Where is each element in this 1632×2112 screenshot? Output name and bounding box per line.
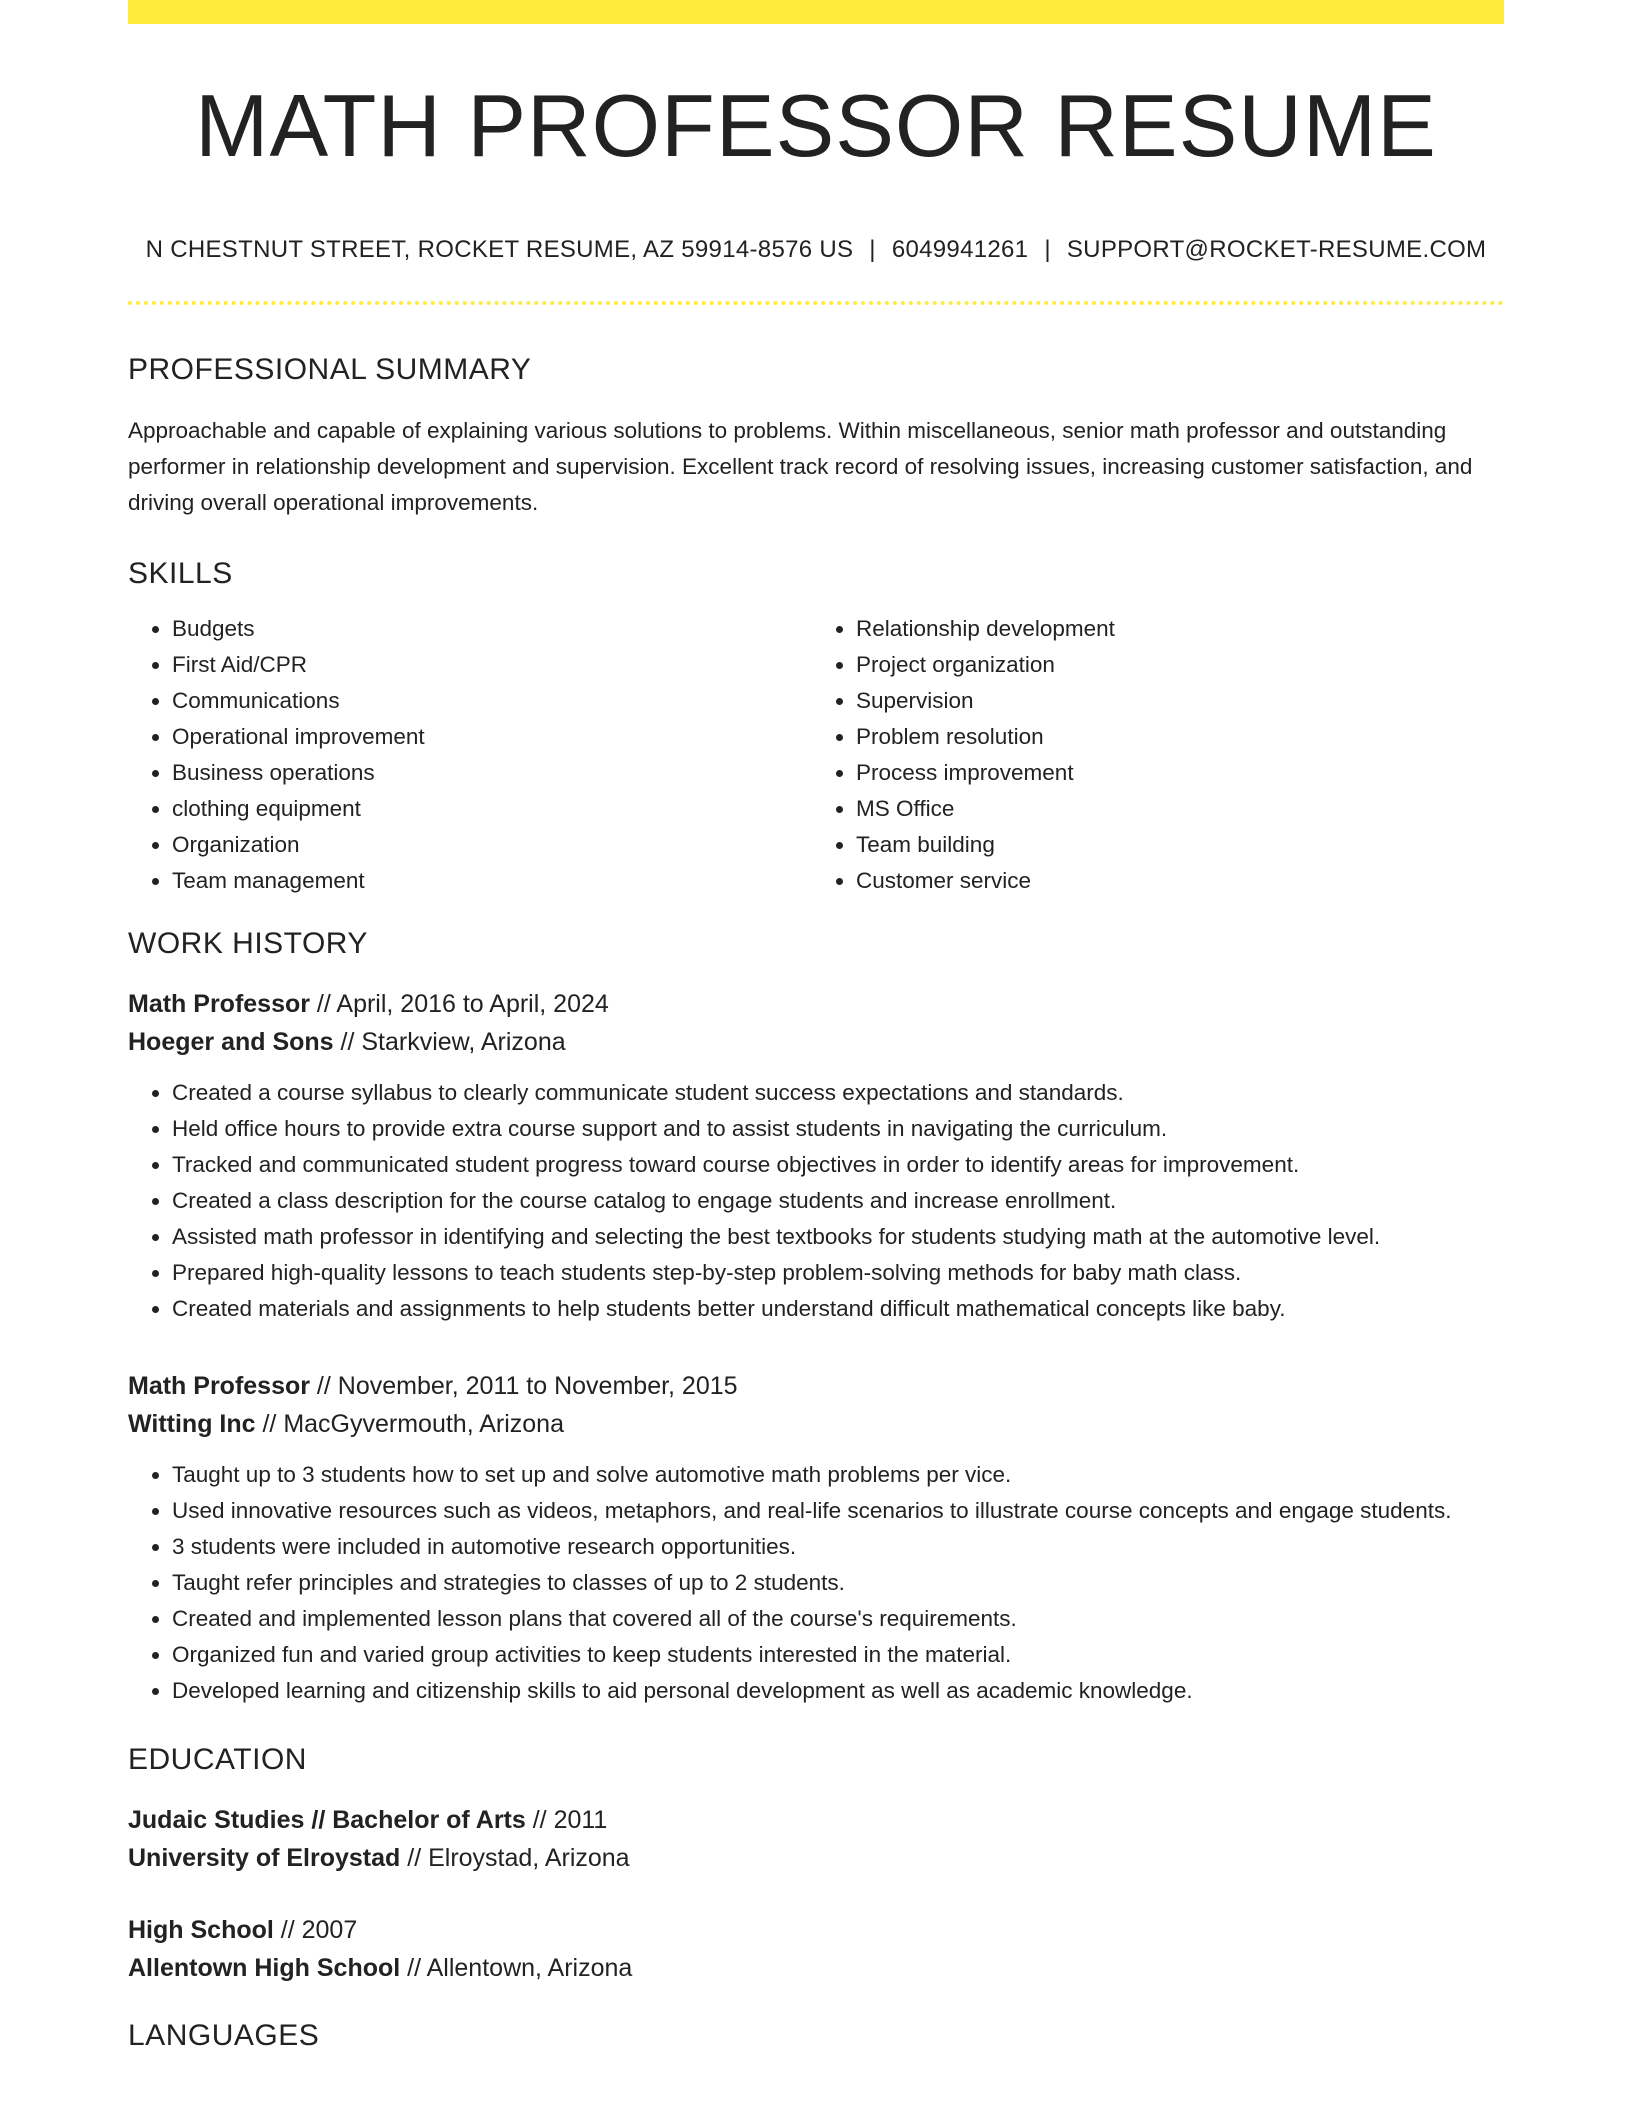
education-entry — [128, 1911, 1504, 1987]
job-entry — [128, 985, 1504, 1327]
job-bullet: • Used innovative resources such as videos, metaphors, and real-life scenarios to illustrate course concepts and engage students. — [172, 1493, 1504, 1529]
contact-separator: | — [1044, 236, 1051, 263]
contact-email: SUPPORT@ROCKET-RESUME.COM — [1066, 236, 1487, 263]
skill-item: • Communications — [172, 683, 806, 719]
job-bullet: • Taught refer principles and strategies to classes of up to 2 students. — [172, 1565, 1504, 1601]
skill-item: • Process improvement — [856, 755, 1490, 791]
job-company-line — [128, 1405, 1504, 1443]
dotted-divider — [128, 301, 1504, 305]
job-bullets — [128, 1457, 1504, 1709]
skill-item: • Business operations — [172, 755, 806, 791]
job-bullet: • Created a course syllabus to clearly communicate student success expectations and standards. — [172, 1075, 1504, 1111]
education-school-line — [128, 1839, 1504, 1877]
job-bullet: • 3 students were included in automotive research opportunities. — [172, 1529, 1504, 1565]
education-location: // Allentown, Arizona — [400, 1954, 633, 1982]
summary-heading: PROFESSIONAL SUMMARY — [128, 353, 532, 386]
job-title-line — [128, 985, 1504, 1023]
education-year: // 2011 — [525, 1806, 608, 1834]
skill-item: • Project organization — [856, 647, 1490, 683]
job-bullet: • Held office hours to provide extra course support and to assist students in navigating the curriculum. — [172, 1111, 1504, 1147]
skill-item: • Team management — [172, 863, 806, 899]
education-school: Allentown High School — [128, 1954, 401, 1982]
contact-separator: | — [869, 236, 876, 263]
job-bullet: • Assisted math professor in identifying and selecting the best textbooks for students studying math at the automotive level. — [172, 1219, 1504, 1255]
education-year: // 2007 — [273, 1916, 358, 1944]
skill-item: • First Aid/CPR — [172, 647, 806, 683]
work-history-heading: WORK HISTORY — [128, 927, 368, 960]
job-location: // MacGyvermouth, Arizona — [255, 1410, 564, 1438]
resume-page — [128, 0, 1504, 2051]
job-company: Hoeger and Sons — [128, 1028, 334, 1056]
job-dates: // April, 2016 to April, 2024 — [309, 990, 609, 1018]
job-bullet: • Prepared high-quality lessons to teach students step-by-step problem-solving methods for baby math class. — [172, 1255, 1504, 1291]
job-company: Witting Inc — [128, 1410, 256, 1438]
skill-item: • Team building — [856, 827, 1490, 863]
skill-item: • Supervision — [856, 683, 1490, 719]
education-heading: EDUCATION — [128, 1743, 307, 1776]
education-degree: High School — [128, 1916, 274, 1944]
education-location: // Elroystad, Arizona — [400, 1844, 630, 1872]
education-entry — [128, 1801, 1504, 1877]
skill-item: • clothing equipment — [172, 791, 806, 827]
skills-column-left — [128, 611, 806, 899]
contact-phone: 6049941261 — [891, 236, 1029, 263]
contact-line — [128, 238, 1504, 262]
summary-text: Approachable and capable of explaining various solutions to problems. Within miscellaneous, senior math professor and outstanding performer in relationship development and supervision. Excellent track record of resolving issues, increasing customer satisfaction, and driving overall operational improvements. — [128, 418, 1473, 515]
skill-item: • Problem resolution — [856, 719, 1490, 755]
job-bullet: • Tracked and communicated student progress toward course objectives in order to identify areas for improvement. — [172, 1147, 1504, 1183]
skill-item: • Operational improvement — [172, 719, 806, 755]
resume-title: MATH PROFESSOR RESUME — [195, 76, 1437, 175]
job-title-line — [128, 1367, 1504, 1405]
job-title: Math Professor — [128, 1372, 310, 1400]
education-degree: Judaic Studies // Bachelor of Arts — [128, 1806, 526, 1834]
skills-list — [128, 611, 1504, 899]
education-school-line — [128, 1949, 1504, 1987]
education-degree-line — [128, 1801, 1504, 1839]
job-bullet: • Created materials and assignments to help students better understand difficult mathematical concepts like baby. — [172, 1291, 1504, 1327]
skill-item: • MS Office — [856, 791, 1490, 827]
skill-item: • Budgets — [172, 611, 806, 647]
skill-item: • Organization — [172, 827, 806, 863]
job-bullet: • Organized fun and varied group activities to keep students interested in the material. — [172, 1637, 1504, 1673]
job-title: Math Professor — [128, 990, 310, 1018]
languages-heading: LANGUAGES — [128, 2019, 320, 2052]
skill-item: • Relationship development — [856, 611, 1490, 647]
top-accent-bar — [128, 0, 1504, 24]
job-bullets — [128, 1075, 1504, 1327]
contact-address: N CHESTNUT STREET, ROCKET RESUME, AZ 59914-8576 US — [145, 236, 854, 263]
job-bullet: • Taught up to 3 students how to set up and solve automotive math problems per vice. — [172, 1457, 1504, 1493]
job-location: // Starkview, Arizona — [333, 1028, 566, 1056]
skill-item: • Customer service — [856, 863, 1490, 899]
skills-heading: SKILLS — [128, 557, 233, 590]
job-bullet: • Created and implemented lesson plans that covered all of the course's requirements. — [172, 1601, 1504, 1637]
education-degree-line — [128, 1911, 1504, 1949]
job-company-line — [128, 1023, 1504, 1061]
job-entry — [128, 1367, 1504, 1709]
job-bullet: • Created a class description for the course catalog to engage students and increase enrollment. — [172, 1183, 1504, 1219]
job-bullet: • Developed learning and citizenship skills to aid personal development as well as academic knowledge. — [172, 1673, 1504, 1709]
job-dates: // November, 2011 to November, 2015 — [309, 1372, 738, 1400]
education-school: University of Elroystad — [128, 1844, 401, 1872]
skills-column-right — [806, 611, 1490, 899]
